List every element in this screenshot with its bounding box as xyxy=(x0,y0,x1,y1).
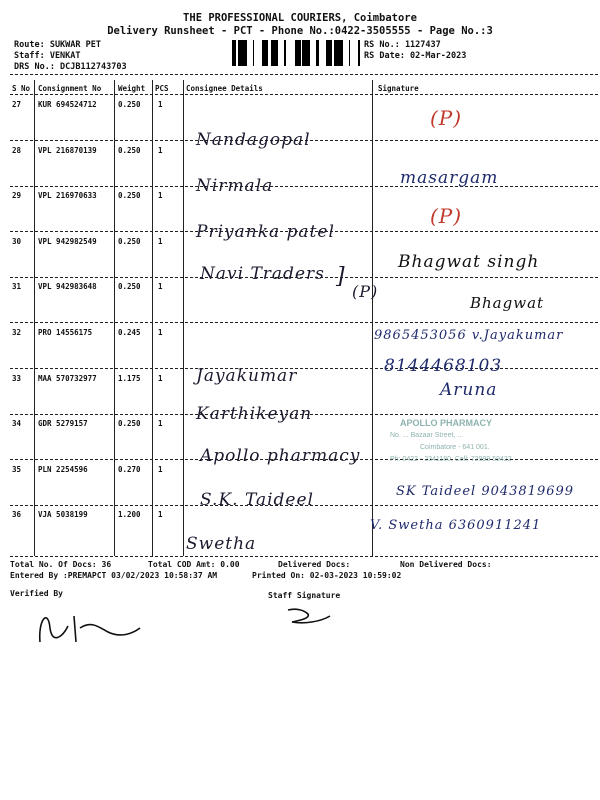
verified-by-label: Verified By xyxy=(10,589,63,598)
col-divider xyxy=(114,80,115,556)
non-delivered-docs: Non Delivered Docs: xyxy=(400,560,492,569)
stamp-line: No. ... Bazaar Street, ... xyxy=(390,432,464,439)
row-consignment-no: VPL 942982549 xyxy=(38,237,97,246)
staff-label: Staff: VENKAT xyxy=(14,51,81,61)
col-consignee: Consignee Details xyxy=(186,84,263,93)
entered-by: Entered By :PREMAPCT 03/02/2023 10:58:37 AM xyxy=(10,571,218,580)
signature: SK Taideel 9043819699 xyxy=(396,484,575,499)
signature: 9865453056 v.Jayakumar xyxy=(374,328,564,343)
row-weight: 0.250 xyxy=(118,146,141,155)
row-consignment-no: GDR 5279157 xyxy=(38,419,88,428)
handwritten-consignee: Karthikeyan xyxy=(196,404,313,424)
signature: (P) xyxy=(430,106,463,130)
handwritten-consignee: Apollo pharmacy xyxy=(200,446,361,466)
total-cod: Total COD Amt: 0.00 xyxy=(148,560,240,569)
handwritten-consignee: Jayakumar xyxy=(196,366,298,386)
col-divider xyxy=(152,80,153,556)
row-pcs: 1 xyxy=(158,465,163,474)
rs-date: RS Date: 02-Mar-2023 xyxy=(364,51,467,61)
signature: 8144468103 xyxy=(384,356,503,376)
staff-signature-label: Staff Signature xyxy=(268,591,341,600)
stamp-line: Coimbatore - 641 001. xyxy=(420,444,490,451)
row-consignment-no: VPL 216970633 xyxy=(38,191,97,200)
col-divider xyxy=(183,80,184,556)
row-pcs: 1 xyxy=(158,100,163,109)
stamp-line: Ph: 0422 - 2341180, Cell: 72999 59422 xyxy=(390,456,512,463)
row-separator xyxy=(10,322,598,323)
row-weight: 0.245 xyxy=(118,328,141,337)
row-weight: 0.250 xyxy=(118,191,141,200)
signature: (P) xyxy=(430,204,463,228)
table-top-rule xyxy=(10,74,598,75)
total-docs: Total No. Of Docs: 36 xyxy=(10,560,112,569)
row-sno: 30 xyxy=(12,237,22,246)
col-pcs: PCS xyxy=(155,84,169,93)
handwritten-consignee: Navi Traders xyxy=(200,264,325,284)
row-sno: 33 xyxy=(12,374,22,383)
row-weight: 0.250 xyxy=(118,100,141,109)
col-divider xyxy=(34,80,35,556)
row-sno: 34 xyxy=(12,419,22,428)
row-weight: 1.200 xyxy=(118,510,141,519)
handwritten-consignee: Priyanka patel xyxy=(196,222,335,242)
col-sno: S No xyxy=(12,84,31,93)
signature: Aruna xyxy=(440,380,498,400)
stamp-line: APOLLO PHARMACY xyxy=(400,418,492,428)
row-weight: 0.250 xyxy=(118,419,141,428)
row-consignment-no: VPL 216870139 xyxy=(38,146,97,155)
row-pcs: 1 xyxy=(158,191,163,200)
row-pcs: 1 xyxy=(158,510,163,519)
col-consignment: Consignment No xyxy=(38,84,102,93)
handwritten-circle: (P) xyxy=(352,282,379,301)
col-weight: Weight xyxy=(118,84,146,93)
col-signature: Signature xyxy=(378,84,419,93)
handwritten-consignee: Nandagopal xyxy=(196,130,311,150)
row-separator xyxy=(10,368,598,369)
row-pcs: 1 xyxy=(158,237,163,246)
drs-number: DRS No.: DCJB112743703 xyxy=(14,62,127,72)
barcode-image xyxy=(232,40,360,66)
row-sno: 35 xyxy=(12,465,22,474)
row-consignment-no: VPL 942983648 xyxy=(38,282,97,291)
row-consignment-no: PRO 14556175 xyxy=(38,328,93,337)
row-pcs: 1 xyxy=(158,419,163,428)
table-header-rule xyxy=(10,94,598,95)
row-sno: 28 xyxy=(12,146,22,155)
staff-signature xyxy=(284,604,334,628)
row-weight: 0.250 xyxy=(118,237,141,246)
row-consignment-no: PLN 2254596 xyxy=(38,465,88,474)
row-consignment-no: VJA 5038199 xyxy=(38,510,88,519)
row-separator xyxy=(10,186,598,187)
row-pcs: 1 xyxy=(158,374,163,383)
row-pcs: 1 xyxy=(158,282,163,291)
row-consignment-no: MAA 570732977 xyxy=(38,374,97,383)
handwritten-consignee: S.K. Taideel xyxy=(200,490,314,510)
row-sno: 27 xyxy=(12,100,22,109)
signature: V. Swetha 6360911241 xyxy=(370,518,542,533)
row-weight: 0.250 xyxy=(118,282,141,291)
company-title: THE PROFESSIONAL COURIERS, Coimbatore xyxy=(183,12,417,24)
table-bottom-rule xyxy=(10,556,598,557)
handwritten-consignee: Nirmala xyxy=(196,176,274,196)
signature: Bhagwat xyxy=(470,294,545,312)
runsheet-title: Delivery Runsheet - PCT - Phone No.:0422-3505555 - Page No.:3 xyxy=(107,25,493,37)
route-label: Route: SUKWAR PET xyxy=(14,40,101,50)
pharmacy-stamp xyxy=(390,418,590,474)
row-pcs: 1 xyxy=(158,328,163,337)
verifier-signature xyxy=(36,598,146,650)
handwritten-consignee: Swetha xyxy=(186,534,257,554)
printed-on: Printed On: 02-03-2023 10:59:02 xyxy=(252,571,402,580)
handwritten-bracket: ] xyxy=(336,264,346,289)
signature: Bhagwat singh xyxy=(398,252,540,272)
row-sno: 36 xyxy=(12,510,22,519)
row-sno: 29 xyxy=(12,191,22,200)
row-weight: 0.270 xyxy=(118,465,141,474)
row-sno: 32 xyxy=(12,328,22,337)
row-sno: 31 xyxy=(12,282,22,291)
row-weight: 1.175 xyxy=(118,374,141,383)
row-consignment-no: KUR 694524712 xyxy=(38,100,97,109)
row-pcs: 1 xyxy=(158,146,163,155)
col-divider xyxy=(372,80,373,556)
signature: masargam xyxy=(400,168,499,188)
rs-number: RS No.: 1127437 xyxy=(364,40,441,50)
delivered-docs: Delivered Docs: xyxy=(278,560,351,569)
